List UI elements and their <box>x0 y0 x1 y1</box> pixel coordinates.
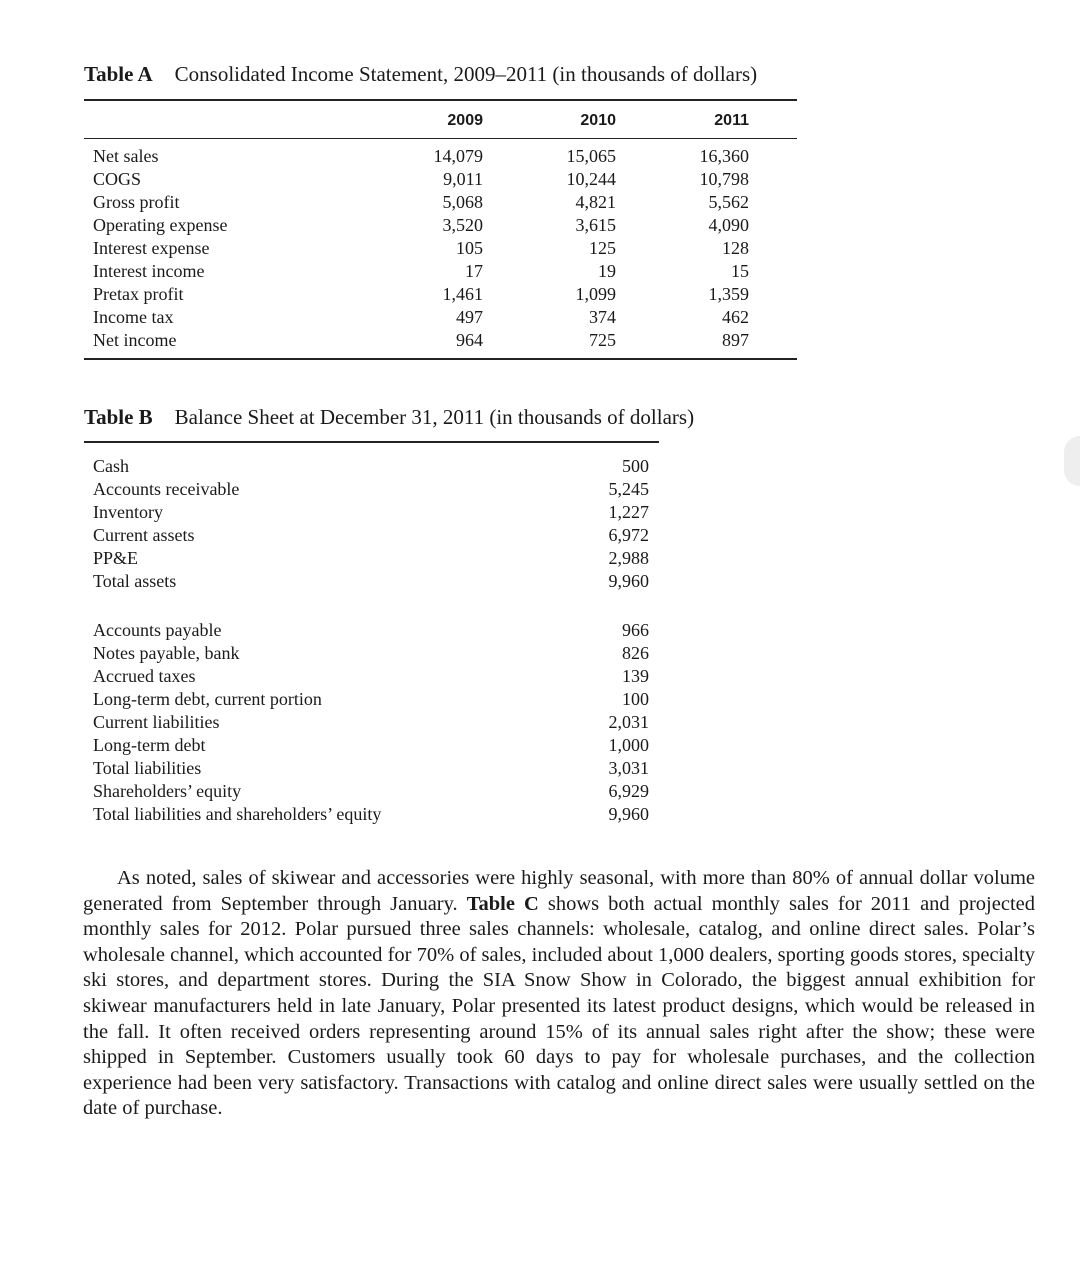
table-a-label: Table A <box>84 62 153 86</box>
table-b-row-label: Accounts receivable <box>93 479 240 499</box>
table-a-row-label: Operating expense <box>93 215 228 235</box>
column-header-2011: 2011 <box>714 112 749 129</box>
table-a-cell: 3,615 <box>575 215 616 235</box>
table-a-cell: 725 <box>589 330 616 350</box>
table-b-cell: 1,000 <box>608 735 649 755</box>
table-a-cell: 1,461 <box>442 284 483 304</box>
table-a-cell: 128 <box>722 238 749 258</box>
table-a-cell: 10,244 <box>566 169 616 189</box>
table-b-label: Table B <box>84 405 153 429</box>
table-a-cell: 16,360 <box>699 146 749 166</box>
table-b-top-rule <box>84 441 659 443</box>
table-b-row-label: Notes payable, bank <box>93 643 240 663</box>
table-b-cell: 2,031 <box>608 712 649 732</box>
table-b-row-label: Total liabilities and shareholders’ equity <box>93 804 382 824</box>
table-a-cell: 125 <box>589 238 616 258</box>
table-b-caption <box>84 405 694 430</box>
table-b-cell: 9,960 <box>608 804 649 824</box>
table-b-row-label: Long-term debt, current portion <box>93 689 322 709</box>
table-b-cell: 826 <box>622 643 649 663</box>
table-a-bottom-rule <box>84 358 797 360</box>
table-b-cell: 966 <box>622 620 649 640</box>
paragraph-table-c-ref: Table C <box>466 892 539 915</box>
table-a-cell: 19 <box>598 261 616 281</box>
body-paragraph <box>83 866 1035 1122</box>
table-a-cell: 5,068 <box>442 192 483 212</box>
table-a-row-label: Gross profit <box>93 192 180 212</box>
table-b-cell: 5,245 <box>608 479 649 499</box>
table-a-caption <box>84 62 757 87</box>
table-b-row-label: Total liabilities <box>93 758 202 778</box>
page-edge-shadow <box>1064 436 1080 486</box>
table-a-cell: 964 <box>456 330 483 350</box>
table-b-row-label: Cash <box>93 456 129 476</box>
table-a-title: Consolidated Income Statement, 2009–2011 (in thousands of dollars) <box>174 62 758 86</box>
table-a-row-label: Net sales <box>93 146 159 166</box>
table-b-cell: 100 <box>622 689 649 709</box>
table-b-row-label: Total assets <box>93 571 177 591</box>
table-a-row-label: COGS <box>93 169 142 189</box>
table-a-header-rule <box>84 138 797 139</box>
table-a-cell: 9,011 <box>443 169 483 189</box>
column-header-2009: 2009 <box>447 112 483 129</box>
table-a-row-label: Interest income <box>93 261 205 281</box>
table-a-cell: 17 <box>465 261 483 281</box>
table-b-cell: 3,031 <box>608 758 649 778</box>
table-b-row-label: Shareholders’ equity <box>93 781 242 801</box>
table-a-cell: 462 <box>722 307 749 327</box>
table-a-cell: 5,562 <box>708 192 749 212</box>
paragraph-part1: As noted, sales of skiwear and accessories were highly seasonal, with more than 80% of annual dollar volume generated from September through January. <box>83 867 1035 915</box>
table-b-row-label: Accounts payable <box>93 620 222 640</box>
table-a-cell: 15,065 <box>566 146 616 166</box>
table-b-row-label: Inventory <box>93 502 163 522</box>
table-a-top-rule <box>84 99 797 101</box>
table-b-row-label: PP&E <box>93 548 139 568</box>
table-b-row-label: Long-term debt <box>93 735 206 755</box>
table-a-cell: 3,520 <box>442 215 483 235</box>
table-a-row-label: Income tax <box>93 307 174 327</box>
table-b-row-label: Current assets <box>93 525 195 545</box>
table-b-row-label: Accrued taxes <box>93 666 196 686</box>
table-a-cell: 105 <box>456 238 483 258</box>
table-b-cell: 1,227 <box>608 502 649 522</box>
table-a-row-label: Interest expense <box>93 238 210 258</box>
table-a-cell: 10,798 <box>699 169 749 189</box>
table-a-cell: 897 <box>722 330 749 350</box>
table-b-title: Balance Sheet at December 31, 2011 (in thousands of dollars) <box>174 405 695 429</box>
table-a-cell: 1,099 <box>575 284 616 304</box>
table-a-row-label: Net income <box>93 330 177 350</box>
table-b-row-label: Current liabilities <box>93 712 220 732</box>
table-a-cell: 4,821 <box>575 192 616 212</box>
table-a-row-label: Pretax profit <box>93 284 184 304</box>
table-b-cell: 500 <box>622 456 649 476</box>
table-a-cell: 497 <box>456 307 483 327</box>
table-a-cell: 4,090 <box>708 215 749 235</box>
table-b-cell: 9,960 <box>608 571 649 591</box>
table-a-cell: 1,359 <box>708 284 749 304</box>
table-b-cell: 2,988 <box>608 548 649 568</box>
column-header-2010: 2010 <box>580 112 616 129</box>
table-a-cell: 15 <box>731 261 749 281</box>
table-b-cell: 6,972 <box>608 525 649 545</box>
paragraph-part2: shows both actual monthly sales for 2011 and projected monthly sales for 2012. Polar pursued three sales channels: wholesale, catalog, and online direct sales. Polar’s wholesale channel, which accounted for 70% of sales, included about 1,000 dealers, sporting goods stores, specialty ski stores, and department stores. During the SIA Snow Show in Colorado, the biggest annual exhibition for skiwear manufacturers held in late January, Polar presented its latest product designs, which would be released in the fall. It often received orders representing around 15% of its annual sales right after the show; these were shipped in September. Customers usually took 60 days to pay for wholesale purchases, and the collection experience had been very satisfactory. Transactions with catalog and online direct sales were usually settled on the date of purchase. <box>83 892 1035 1120</box>
table-b-cell: 6,929 <box>608 781 649 801</box>
table-a-cell: 14,079 <box>433 146 483 166</box>
table-a-cell: 374 <box>589 307 616 327</box>
table-b-cell: 139 <box>622 666 649 686</box>
